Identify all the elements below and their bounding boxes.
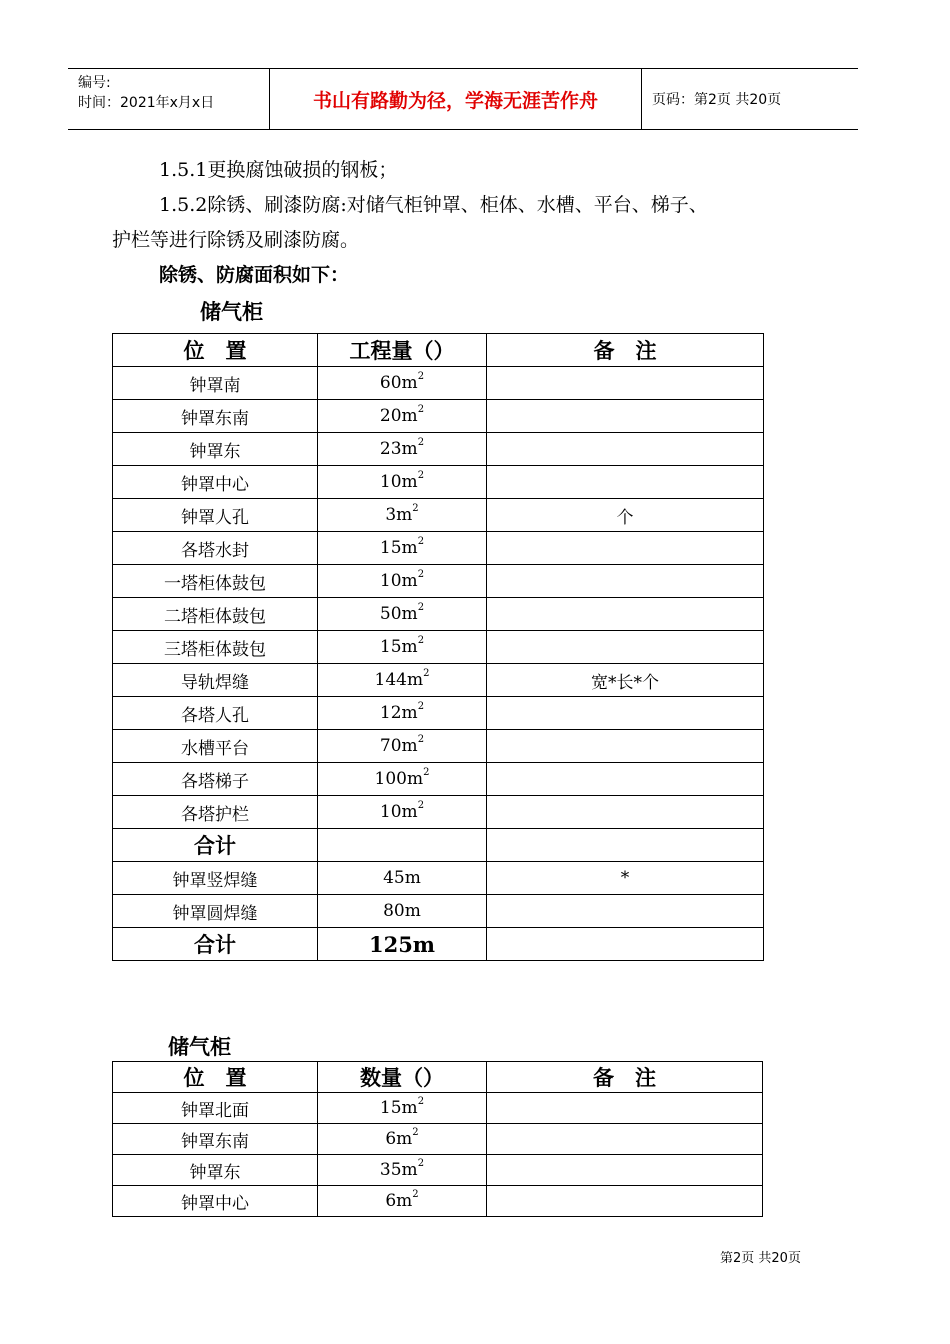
cell-note — [487, 631, 764, 664]
table-row — [113, 565, 764, 598]
page-header — [68, 68, 858, 130]
item-1-5-1: 1.5.1更换腐蚀破损的钢板； — [159, 159, 398, 181]
quantity-value: 60m — [379, 373, 418, 393]
cell-position: 钟罩东南 — [113, 1124, 318, 1155]
cell-note — [487, 400, 764, 433]
cell-position: 水槽平台 — [113, 730, 318, 763]
cell-quantity — [318, 796, 487, 829]
unit-superscript: 2 — [417, 437, 425, 448]
unit-superscript: 2 — [417, 701, 425, 712]
quantity-value: 45m — [383, 868, 421, 888]
table-row — [113, 367, 764, 400]
unit-superscript: 2 — [417, 569, 425, 580]
quantity-value: 144m — [374, 670, 424, 690]
quantity-value: 6m — [385, 1191, 413, 1211]
cell-position: 钟罩北面 — [113, 1093, 318, 1124]
table-row — [113, 499, 764, 532]
unit-superscript: 2 — [412, 503, 419, 514]
unit-superscript: 2 — [417, 404, 425, 415]
cell-quantity — [318, 862, 487, 895]
cell-quantity — [318, 1093, 487, 1124]
cell-note — [487, 697, 764, 730]
cell-position: 导轨焊缝 — [113, 664, 318, 697]
table-row — [113, 631, 764, 664]
cell-quantity — [318, 499, 487, 532]
cell-quantity — [318, 763, 487, 796]
table-row — [113, 664, 764, 697]
quantity-value: 10m — [379, 571, 418, 591]
table1-title: 储气柜 — [200, 299, 263, 324]
table-header-row — [113, 1062, 763, 1093]
cell-note — [487, 565, 764, 598]
table-row — [113, 1093, 763, 1124]
cell-note — [487, 1186, 763, 1217]
cell-note — [487, 829, 764, 862]
header-position: 位 置 — [113, 334, 318, 367]
cell-note — [487, 763, 764, 796]
quantity-value: 20m — [379, 406, 418, 426]
unit-superscript: 2 — [412, 1127, 419, 1138]
cell-note — [487, 1124, 763, 1155]
cell-position: 各塔人孔 — [113, 697, 318, 730]
area-table-2 — [112, 1061, 763, 1217]
cell-note: 宽*长*个 — [487, 664, 764, 697]
table-row — [113, 598, 764, 631]
cell-quantity — [318, 697, 487, 730]
cell-position: 合计 — [113, 829, 318, 862]
quantity-value: 100m — [374, 769, 424, 789]
quantity-value: 15m — [379, 1098, 418, 1118]
cell-position: 各塔护栏 — [113, 796, 318, 829]
header-quantity: 工程量（） — [318, 334, 487, 367]
cell-note — [487, 796, 764, 829]
table-row — [113, 1186, 763, 1217]
cell-position: 一塔柜体鼓包 — [113, 565, 318, 598]
cell-quantity — [318, 664, 487, 697]
quantity-value: 12m — [379, 703, 418, 723]
quantity-value: 15m — [379, 538, 418, 558]
area-heading: 除锈、防腐面积如下： — [159, 264, 350, 286]
header-note: 备 注 — [487, 1062, 763, 1093]
header-motto: 书山有路勤为径，学海无涯苦作舟 — [270, 69, 642, 129]
cell-position: 各塔水封 — [113, 532, 318, 565]
table-row — [113, 400, 764, 433]
quantity-value: 23m — [379, 439, 418, 459]
cell-quantity — [318, 433, 487, 466]
cell-note — [487, 598, 764, 631]
quantity-value: 3m — [385, 505, 413, 525]
unit-superscript: 2 — [412, 1189, 419, 1200]
table-row — [113, 829, 764, 862]
table2-title: 储气柜 — [168, 1034, 231, 1059]
cell-quantity — [318, 1124, 487, 1155]
cell-quantity — [318, 532, 487, 565]
cell-quantity — [318, 730, 487, 763]
cell-position: 各塔梯子 — [113, 763, 318, 796]
cell-quantity — [318, 895, 487, 928]
cell-position: 钟罩中心 — [113, 1186, 318, 1217]
cell-position: 合计 — [113, 928, 318, 961]
cell-position: 钟罩南 — [113, 367, 318, 400]
cell-position: 钟罩东 — [113, 433, 318, 466]
table-row — [113, 763, 764, 796]
cell-quantity — [318, 367, 487, 400]
unit-superscript: 2 — [417, 635, 425, 646]
header-meta — [68, 69, 270, 129]
area-table-1 — [112, 333, 764, 961]
cell-position: 钟罩东南 — [113, 400, 318, 433]
item-1-5-2-line2: 护栏等进行除锈及刷漆防腐。 — [112, 229, 360, 251]
table-row — [113, 466, 764, 499]
cell-position: 钟罩圆焊缝 — [113, 895, 318, 928]
cell-quantity — [318, 1186, 487, 1217]
cell-note — [487, 1093, 763, 1124]
unit-superscript: 2 — [417, 602, 425, 613]
cell-quantity — [318, 1155, 487, 1186]
unit-superscript: 2 — [417, 470, 425, 481]
table-row — [113, 1124, 763, 1155]
cell-position: 钟罩东 — [113, 1155, 318, 1186]
quantity-value: 10m — [379, 802, 418, 822]
table-row — [113, 532, 764, 565]
cell-note — [487, 433, 764, 466]
unit-superscript: 2 — [423, 668, 430, 679]
item-1-5-2-line1: 1.5.2除锈、刷漆防腐:对储气柜钟罩、柜体、水槽、平台、梯子、 — [159, 194, 708, 216]
table-row — [113, 433, 764, 466]
cell-quantity — [318, 400, 487, 433]
cell-quantity — [318, 466, 487, 499]
unit-superscript: 2 — [423, 767, 430, 778]
quantity-value: 10m — [379, 472, 418, 492]
cell-quantity — [318, 829, 487, 862]
cell-position: 钟罩人孔 — [113, 499, 318, 532]
unit-superscript: 2 — [417, 371, 425, 382]
cell-position: 钟罩竖焊缝 — [113, 862, 318, 895]
table-row — [113, 796, 764, 829]
table-row — [113, 730, 764, 763]
cell-quantity — [318, 565, 487, 598]
table-row — [113, 928, 764, 961]
header-note: 备 注 — [487, 334, 764, 367]
quantity-value: 50m — [379, 604, 418, 624]
document-number-label: 编号: — [78, 75, 111, 91]
cell-quantity — [318, 928, 487, 961]
header-position: 位 置 — [113, 1062, 318, 1093]
document-time-label: 时间：2021年x月x日 — [78, 95, 215, 111]
table-row — [113, 697, 764, 730]
page-footer: 第2页 共20页 — [720, 1251, 801, 1266]
cell-note — [487, 928, 764, 961]
cell-quantity — [318, 631, 487, 664]
quantity-value: 6m — [385, 1129, 413, 1149]
table-header-row — [113, 334, 764, 367]
cell-quantity — [318, 598, 487, 631]
table-row — [113, 862, 764, 895]
cell-note — [487, 895, 764, 928]
unit-superscript: 2 — [417, 536, 425, 547]
table-row — [113, 895, 764, 928]
cell-note: * — [487, 862, 764, 895]
cell-note — [487, 1155, 763, 1186]
cell-note — [487, 730, 764, 763]
unit-superscript: 2 — [417, 1096, 425, 1107]
cell-position: 三塔柜体鼓包 — [113, 631, 318, 664]
unit-superscript: 2 — [417, 1158, 425, 1169]
unit-superscript: 2 — [417, 734, 425, 745]
quantity-value: 80m — [383, 901, 421, 921]
cell-position: 二塔柜体鼓包 — [113, 598, 318, 631]
header-page-number: 页码：第2页 共20页 — [652, 92, 782, 108]
quantity-value: 125m — [368, 931, 436, 957]
unit-superscript: 2 — [417, 800, 425, 811]
quantity-value: 35m — [379, 1160, 418, 1180]
cell-note — [487, 466, 764, 499]
quantity-value: 15m — [379, 637, 418, 657]
cell-note — [487, 532, 764, 565]
cell-note — [487, 367, 764, 400]
header-quantity: 数量（） — [318, 1062, 487, 1093]
table-row — [113, 1155, 763, 1186]
quantity-value: 70m — [379, 736, 418, 756]
cell-position: 钟罩中心 — [113, 466, 318, 499]
cell-note: 个 — [487, 499, 764, 532]
